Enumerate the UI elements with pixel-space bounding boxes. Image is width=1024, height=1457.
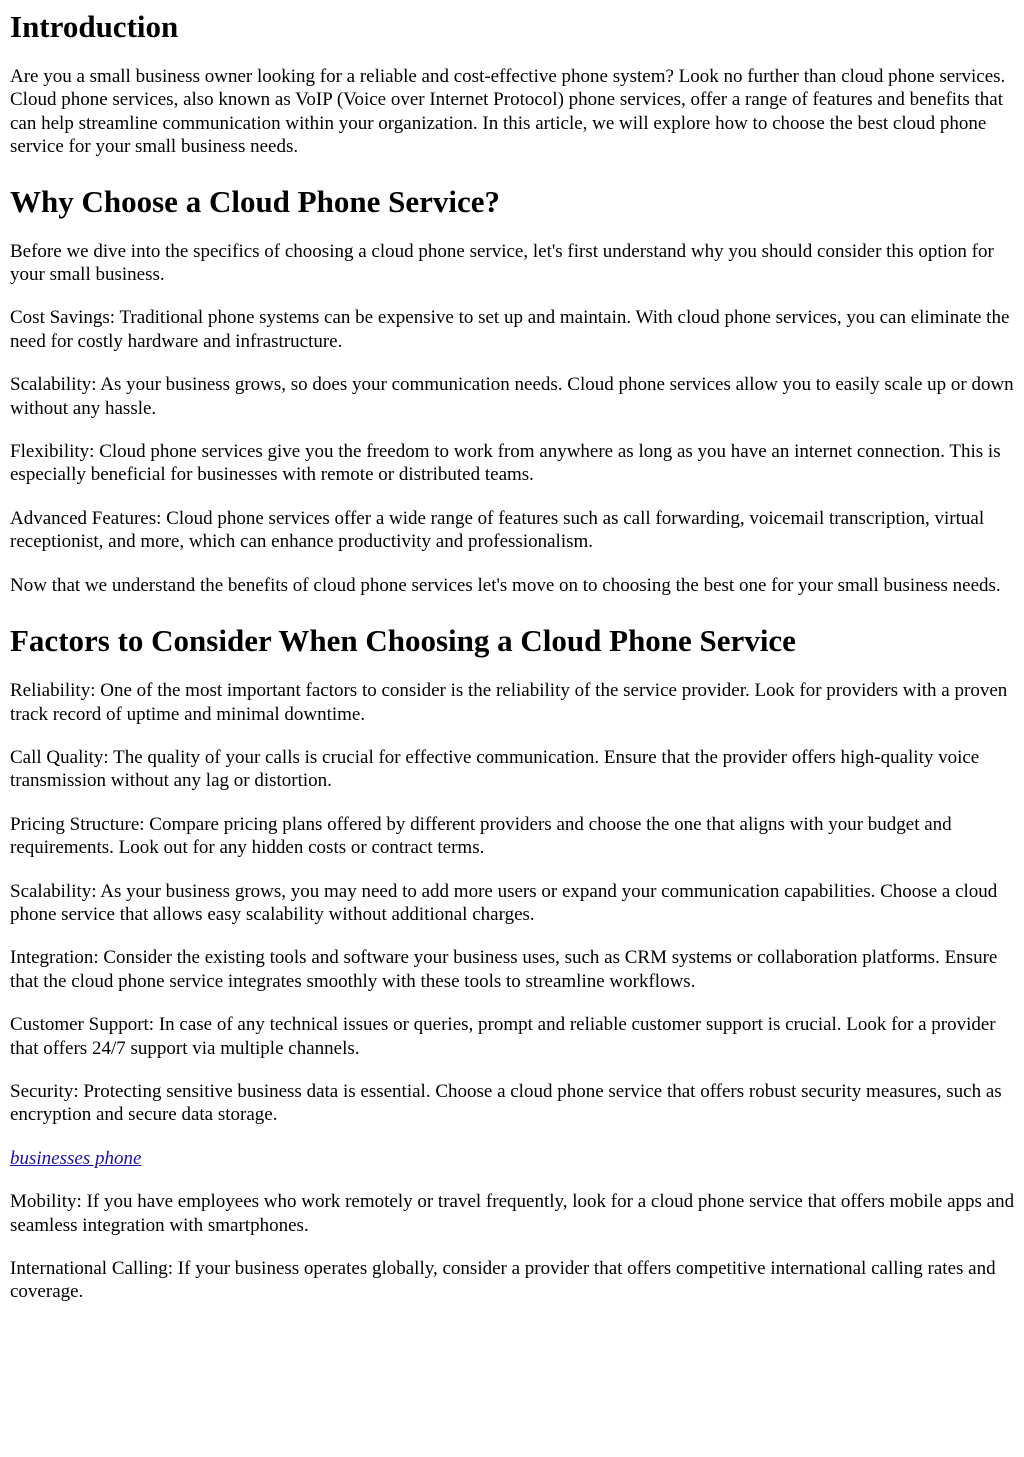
security-paragraph: Security: Protecting sensitive business data is essential. Choose a cloud phone service that offers robust security measures, such as encryption and secure data storage. bbox=[10, 1080, 1002, 1126]
heading-factors: Factors to Consider When Choosing a Cloud Phone Service bbox=[10, 623, 796, 659]
intro-paragraph: Are you a small business owner looking for a reliable and cost-effective phone system? Look no further than cloud phone services. Cloud phone services, also known as VoIP (Voice over Internet Protocol) phone services, offer a range of features and benefits that can help streamline communication within your organization. In this article, we will explore how to choose the best cloud phone service for your small business needs. bbox=[10, 66, 1006, 158]
integration-paragraph: Integration: Consider the existing tools and software your business uses, such as CRM systems or collaboration platforms. Ensure that the cloud phone service integrates smoothly with these tools to streamline workflows. bbox=[10, 947, 998, 992]
article bbox=[0, 9, 1015, 1304]
businesses-phone-link[interactable]: businesses phone bbox=[10, 1147, 142, 1169]
international-calling-paragraph: International Calling: If your business operates globally, consider a provider that offers competitive international calling rates and coverage. bbox=[10, 1258, 996, 1303]
call-quality-paragraph: Call Quality: The quality of your calls is crucial for effective communication. Ensure that the provider offers high-quality voice transmission without any lag or distortion. bbox=[10, 746, 980, 792]
pricing-structure-paragraph: Pricing Structure: Compare pricing plans offered by different providers and choose the one that aligns with your budget and requirements. Look out for any hidden costs or contract terms. bbox=[10, 813, 952, 859]
customer-support-paragraph: Customer Support: In case of any technical issues or queries, prompt and reliable customer support is crucial. Look for a provider that offers 24/7 support via multiple channels. bbox=[10, 1014, 996, 1059]
link-paragraph bbox=[10, 1147, 1015, 1170]
scalability-paragraph: Scalability: As your business grows, so does your communication needs. Cloud phone services allow you to easily scale up or down without any hassle. bbox=[10, 374, 1014, 419]
heading-why-choose: Why Choose a Cloud Phone Service? bbox=[10, 183, 500, 219]
reliability-paragraph: Reliability: One of the most important factors to consider is the reliability of the service provider. Look for providers with a proven track record of uptime and minimal downtime. bbox=[10, 680, 1008, 725]
why-intro-paragraph: Before we dive into the specifics of choosing a cloud phone service, let's first understand why you should consider this option for your small business. bbox=[10, 240, 994, 286]
scalability-factor-paragraph: Scalability: As your business grows, you may need to add more users or expand your communication capabilities. Choose a cloud phone service that allows easy scalability without additional charges. bbox=[10, 880, 998, 925]
flexibility-paragraph: Flexibility: Cloud phone services give you the freedom to work from anywhere as long as you have an internet connection. This is especially beneficial for businesses with remote or distributed teams. bbox=[10, 441, 1001, 486]
cost-savings-paragraph: Cost Savings: Traditional phone systems can be expensive to set up and maintain. With cloud phone services, you can eliminate the need for costly hardware and infrastructure. bbox=[10, 307, 1010, 352]
advanced-features-paragraph: Advanced Features: Cloud phone services offer a wide range of features such as call forwarding, voicemail transcription, virtual receptionist, and more, which can enhance productivity and professionalism. bbox=[10, 507, 985, 553]
heading-introduction: Introduction bbox=[10, 9, 179, 44]
transition-paragraph: Now that we understand the benefits of cloud phone services let's move on to choosing the best one for your small business needs. bbox=[10, 574, 1001, 596]
mobility-paragraph: Mobility: If you have employees who work remotely or travel frequently, look for a cloud phone service that offers mobile apps and seamless integration with smartphones. bbox=[10, 1191, 1015, 1236]
